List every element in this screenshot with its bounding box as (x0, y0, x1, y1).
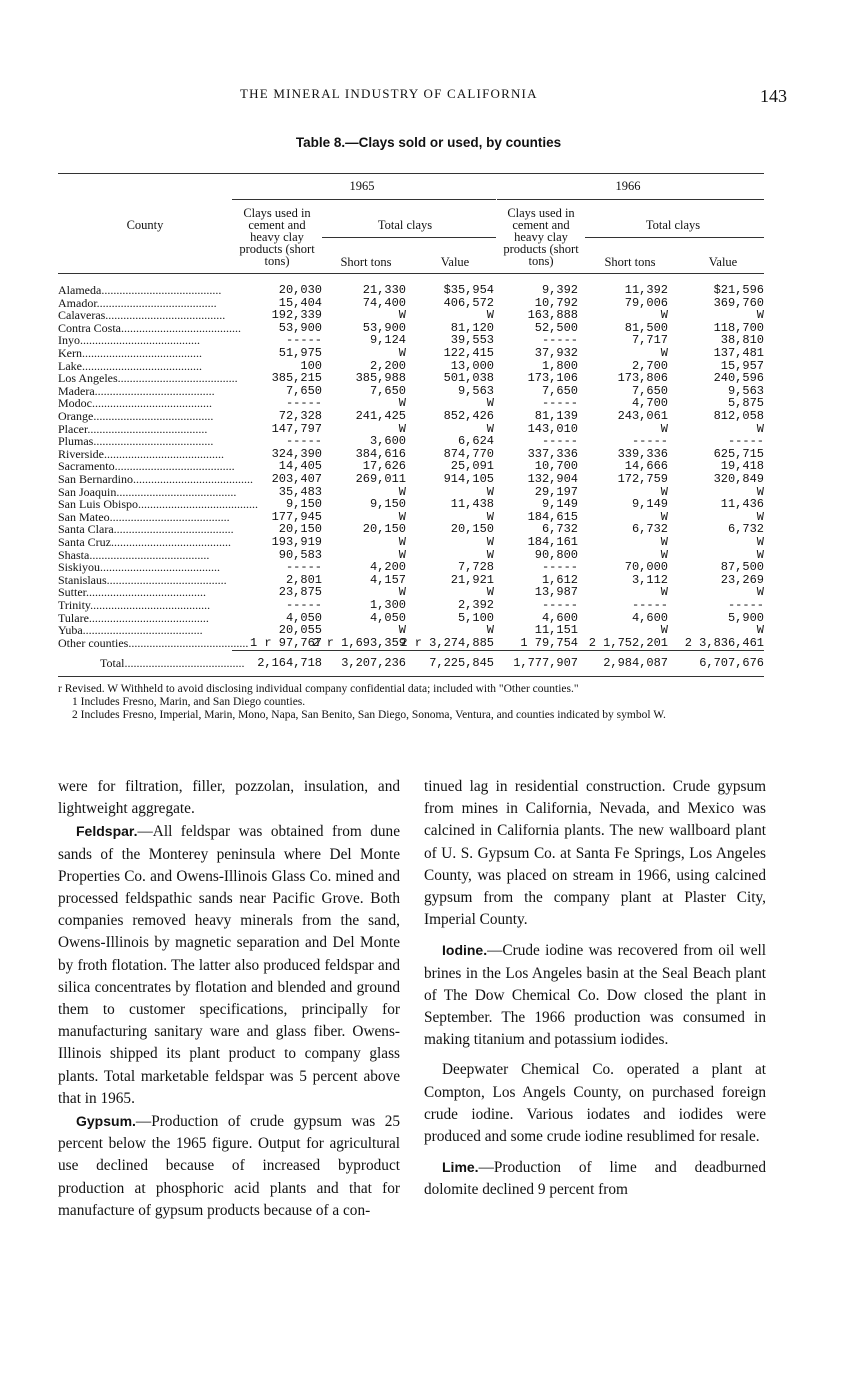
footnote: 2 Includes Fresno, Imperial, Marin, Mono, Napa, San Benito, San Diego, Sonoma, Ventura, and counties indicated by symbol W. (72, 709, 666, 721)
footnote: 1 Includes Fresno, Marin, and San Diego counties. (72, 696, 306, 708)
value-cell: W (660, 308, 668, 323)
header-value-1965: Value (440, 255, 470, 269)
value-cell: 87,500 (720, 560, 764, 575)
total-cell: 2,984,087 (603, 656, 668, 670)
county-cell: Riverside........................................ (58, 446, 224, 461)
value-cell: 19,418 (720, 459, 764, 474)
county-cell: Alameda........................................ (58, 283, 222, 297)
value-cell: 2 r 1,693,359 (312, 635, 406, 650)
paragraph-text: —Production of crude gypsum was 25 percent below the 1965 figure. Output for agricultural use declined because of increased byproduct production at phosphoric acid plants and that for manufacture of gypsum products because of a con- (58, 1113, 400, 1219)
value-cell: 37,932 (534, 346, 578, 360)
value-cell: 17,626 (362, 459, 406, 474)
value-cell: W (486, 396, 494, 411)
value-cell: 4,050 (285, 610, 322, 625)
value-cell: W (660, 484, 668, 499)
county-cell: Siskiyou........................................ (58, 560, 221, 575)
value-cell: 172,759 (617, 472, 668, 486)
value-cell: 173,806 (617, 371, 668, 386)
paragraph: tinued lag in residential construction. Crude gypsum from mines in California, Nevada, and Mexico was calcined in California plants. The new wallboard plant of U. S. Gypsum Co. at Santa Fe Springs, Los Angeles County, was placed on stream in 1966, using calcined gypsum from the company plant at Plaster City, Imperial County. (424, 778, 766, 929)
value-cell: W (398, 535, 406, 549)
value-cell: 369,760 (713, 295, 764, 310)
header-total-clays-1966: Total clays (645, 218, 701, 232)
value-cell: 13,987 (534, 585, 578, 600)
value-cell: 2 1,752,201 (588, 635, 668, 650)
value-cell: ----- (541, 598, 578, 612)
section-lead: Lime. (442, 1159, 479, 1176)
value-cell: 241,425 (355, 409, 406, 423)
value-cell: W (756, 484, 764, 499)
value-cell: 90,583 (278, 547, 322, 562)
county-cell: Plumas........................................ (58, 434, 214, 449)
table-top-rule (58, 173, 764, 174)
county-cell: San Joaquin........................................ (58, 484, 237, 499)
value-cell: 6,624 (457, 434, 494, 449)
value-cell: 2,700 (631, 358, 668, 373)
value-cell: 14,666 (624, 459, 668, 474)
value-cell: 914,105 (443, 472, 494, 486)
value-cell: 9,149 (541, 497, 578, 512)
value-cell: 269,011 (355, 472, 406, 486)
section-lead: Feldspar. (76, 823, 138, 840)
value-cell: 4,700 (631, 396, 668, 411)
header-short-tons-1966: Short tons (604, 255, 656, 269)
value-cell: 21,921 (450, 572, 494, 587)
value-cell: 23,269 (720, 572, 764, 587)
value-cell: W (756, 585, 764, 600)
value-cell: 20,150 (450, 522, 494, 537)
paragraph-text: —Production of lime and deadburned dolomite declined 9 percent from (424, 1159, 766, 1199)
value-cell: ----- (541, 560, 578, 575)
value-cell: W (398, 585, 406, 600)
value-cell: W (660, 421, 668, 436)
value-cell: 812,058 (713, 409, 764, 423)
value-cell: W (398, 346, 406, 360)
value-cell: 35,483 (278, 484, 322, 499)
value-cell: 14,405 (278, 459, 322, 474)
value-cell: W (660, 623, 668, 638)
value-cell: W (756, 623, 764, 638)
total-cell: 1,777,907 (513, 656, 578, 670)
value-cell: 20,150 (362, 522, 406, 537)
value-cell: 20,055 (278, 623, 322, 638)
value-cell: 192,339 (271, 308, 322, 323)
header-total-clays-1965: Total clays (377, 218, 433, 232)
value-cell: W (486, 585, 494, 600)
value-cell: 81,120 (450, 320, 494, 335)
header-county: County (126, 218, 164, 232)
value-cell: 100 (300, 358, 322, 373)
value-cell: W (398, 509, 406, 524)
section-lead: Iodine. (442, 942, 488, 959)
value-cell: 122,415 (443, 346, 494, 360)
value-cell: 70,000 (624, 560, 668, 575)
value-cell: 118,700 (713, 320, 764, 335)
value-cell: 852,426 (443, 409, 494, 423)
value-cell: 9,149 (631, 497, 668, 512)
value-cell: 132,904 (527, 472, 578, 486)
county-cell: San Luis Obispo........................................ (58, 497, 259, 512)
value-cell: 385,215 (271, 371, 322, 386)
value-cell: 13,000 (450, 358, 494, 373)
value-cell: 5,900 (727, 610, 764, 625)
total-cell: 6,707,676 (699, 656, 764, 670)
value-cell: 7,728 (457, 560, 494, 575)
value-cell: W (398, 547, 406, 562)
value-cell: 184,161 (527, 535, 578, 549)
value-cell: 339,336 (617, 446, 668, 461)
value-cell: 4,600 (541, 610, 578, 625)
value-cell: 4,600 (631, 610, 668, 625)
value-cell: ----- (631, 598, 668, 612)
value-cell: 29,197 (534, 484, 578, 499)
value-cell: 9,150 (285, 497, 322, 512)
value-cell: 1 r 97,767 (249, 635, 322, 650)
value-cell: 7,650 (285, 383, 322, 398)
header-clays-cement-1965: Clays used in cement and heavy clay products (short tons) (239, 206, 315, 268)
value-cell: ----- (285, 333, 322, 348)
value-cell: 2,200 (369, 358, 406, 373)
value-cell: 625,715 (713, 446, 764, 461)
value-cell: W (486, 535, 494, 549)
value-cell: 163,888 (527, 308, 578, 323)
value-cell: ----- (285, 598, 322, 612)
value-cell: 9,150 (369, 497, 406, 512)
value-cell: 20,030 (278, 283, 322, 297)
value-cell: 1,612 (541, 572, 578, 587)
value-cell: W (756, 547, 764, 562)
header-short-tons-1965: Short tons (340, 255, 392, 269)
value-cell: 39,553 (450, 333, 494, 348)
rule-1965 (232, 199, 496, 200)
county-cell: Orange........................................ (58, 409, 214, 423)
county-cell: Modoc........................................ (58, 396, 212, 411)
value-cell: 3,600 (369, 434, 406, 449)
value-cell: 137,481 (713, 346, 764, 360)
paragraph-iodine (424, 939, 766, 1051)
value-cell: ----- (541, 396, 578, 411)
header-value-1966: Value (708, 255, 738, 269)
value-cell: W (660, 509, 668, 524)
page-number: 143 (760, 86, 787, 106)
value-cell: 143,010 (527, 421, 578, 436)
value-cell: ----- (541, 333, 578, 348)
county-cell: Lake........................................ (58, 358, 202, 373)
value-cell: W (486, 623, 494, 638)
county-cell: Tulare........................................ (58, 610, 209, 625)
value-cell: 324,390 (271, 446, 322, 461)
running-head: THE MINERAL INDUSTRY OF CALIFORNIA (240, 86, 538, 101)
county-cell: San Bernardino........................................ (58, 472, 253, 486)
value-cell: 51,975 (278, 346, 322, 360)
value-cell: 243,061 (617, 409, 668, 423)
table-header-rule (58, 273, 764, 274)
value-cell: 10,700 (534, 459, 578, 474)
value-cell: 11,438 (450, 497, 494, 512)
value-cell: 23,875 (278, 585, 322, 600)
value-cell: 385,988 (355, 371, 406, 386)
value-cell: W (756, 535, 764, 549)
value-cell: ----- (285, 434, 322, 449)
total-cell: 3,207,236 (341, 656, 406, 670)
value-cell: 4,050 (369, 610, 406, 625)
value-cell: 337,336 (527, 446, 578, 461)
value-cell: ----- (285, 560, 322, 575)
county-cell: Stanislaus........................................ (58, 572, 227, 587)
value-cell: 1,800 (541, 358, 578, 373)
value-cell: W (398, 308, 406, 323)
value-cell: 9,124 (369, 333, 406, 348)
value-cell: 3,112 (631, 572, 668, 587)
value-cell: 2 3,836,461 (684, 635, 764, 650)
value-cell: 4,200 (369, 560, 406, 575)
footnotes (58, 683, 766, 722)
value-cell: 7,717 (631, 333, 668, 348)
value-cell: 52,500 (534, 320, 578, 335)
rule-total-clays-1966 (585, 237, 764, 238)
paragraph-gypsum (58, 1110, 400, 1222)
value-cell: $21,596 (713, 283, 764, 297)
county-cell: Santa Clara........................................ (58, 522, 234, 537)
section-lead: Gypsum. (76, 1113, 136, 1130)
county-cell: Other counties........................................ (58, 635, 249, 650)
value-cell: 874,770 (443, 446, 494, 461)
value-cell: 184,615 (527, 509, 578, 524)
header-1965: 1965 (349, 179, 375, 193)
value-cell: 501,038 (443, 371, 494, 386)
value-cell: 7,650 (541, 383, 578, 398)
county-cell: Sutter........................................ (58, 585, 207, 600)
value-cell: 384,616 (355, 446, 406, 461)
value-cell: 79,006 (624, 295, 668, 310)
value-cell: W (660, 346, 668, 360)
value-cell: 406,572 (443, 295, 494, 310)
paragraph-text: —Crude iodine was recovered from oil well brines in the Los Angeles basin at the Seal Beach plant of The Dow Chemical Co. Dow closed the plant in September. The 1966 production was consumed in making titanium and potassium iodides. (424, 942, 766, 1049)
total-rule (232, 650, 764, 651)
county-cell: Placer........................................ (58, 421, 208, 436)
value-cell: 25,091 (450, 459, 494, 474)
value-cell: 2,801 (285, 572, 322, 587)
value-cell: 10,792 (534, 295, 578, 310)
value-cell: W (398, 396, 406, 411)
value-cell: 15,957 (720, 358, 764, 373)
value-cell: 320,849 (713, 472, 764, 486)
value-cell: 5,100 (457, 610, 494, 625)
value-cell: 38,810 (720, 333, 764, 348)
value-cell: 11,392 (624, 283, 668, 297)
value-cell: W (398, 421, 406, 436)
value-cell: W (486, 484, 494, 499)
value-cell: 9,563 (727, 383, 764, 398)
county-cell: Calaveras........................................ (58, 308, 226, 323)
value-cell: 147,797 (271, 421, 322, 436)
value-cell: W (398, 623, 406, 638)
paragraph-deepwater: Deepwater Chemical Co. operated a plant at Compton, Los Angels County, on purchased foreign crude iodine. Various iodates and iodides were produced and some crude iodine resublimed for resale. (424, 1061, 766, 1146)
total-label: Total........................................ (100, 656, 245, 670)
right-column (424, 776, 766, 1202)
county-cell: Madera........................................ (58, 383, 215, 398)
value-cell: ----- (631, 434, 668, 449)
county-cell: Los Angeles........................................ (58, 371, 238, 386)
value-cell: 11,151 (534, 623, 578, 638)
value-cell: 53,900 (278, 320, 322, 335)
value-cell: 7,650 (631, 383, 668, 398)
value-cell: ----- (285, 396, 322, 411)
value-cell: 15,404 (278, 295, 322, 310)
county-cell: Yuba........................................ (58, 623, 203, 638)
header-clays-cement-1966: Clays used in cement and heavy clay products (short tons) (503, 206, 579, 268)
value-cell: 2,392 (457, 598, 494, 612)
value-cell: W (660, 585, 668, 600)
county-cell: San Mateo........................................ (58, 509, 230, 524)
value-cell: W (398, 484, 406, 499)
left-column (58, 776, 400, 1222)
value-cell: W (660, 547, 668, 562)
county-cell: Inyo........................................ (58, 333, 200, 348)
value-cell: W (756, 509, 764, 524)
value-cell: 6,732 (727, 522, 764, 537)
paragraph: were for filtration, filler, pozzolan, insulation, and lightweight aggregate. (58, 778, 400, 818)
county-cell: Contra Costa........................................ (58, 320, 241, 335)
value-cell: 7,650 (369, 383, 406, 398)
value-cell: 9,563 (457, 383, 494, 398)
value-cell: 11,436 (720, 497, 764, 512)
value-cell: 81,139 (534, 409, 578, 423)
value-cell: 1 79,754 (520, 635, 578, 650)
county-cell: Sacramento........................................ (58, 459, 235, 474)
footnote: r Revised. W Withheld to avoid disclosing individual company confidential data; included with "Other counties." (58, 683, 579, 695)
value-cell: 203,407 (271, 472, 322, 486)
value-cell: ----- (541, 434, 578, 449)
value-cell: 240,596 (713, 371, 764, 386)
total-cell: 2,164,718 (257, 656, 322, 670)
county-cell: Kern........................................ (58, 346, 202, 360)
county-cell: Amador........................................ (58, 295, 217, 310)
value-cell: 81,500 (624, 320, 668, 335)
value-cell: 2 r 3,274,885 (400, 635, 494, 650)
value-cell: 21,330 (362, 283, 406, 297)
value-cell: 53,900 (362, 320, 406, 335)
value-cell: ----- (727, 434, 764, 449)
table-bottom-rule (58, 676, 764, 677)
value-cell: 6,732 (541, 522, 578, 537)
value-cell: W (486, 308, 494, 323)
value-cell: W (756, 308, 764, 323)
value-cell: W (660, 535, 668, 549)
rule-1966 (497, 199, 764, 200)
rule-total-clays-1965 (322, 237, 496, 238)
county-cell: Trinity........................................ (58, 598, 211, 612)
value-cell: 1,300 (369, 598, 406, 612)
paragraph-feldspar (58, 820, 400, 1110)
total-cell: 7,225,845 (429, 656, 494, 670)
value-cell: 20,150 (278, 522, 322, 537)
value-cell: 6,732 (631, 522, 668, 537)
county-cell: Santa Cruz........................................ (58, 535, 231, 549)
value-cell: 72,328 (278, 409, 322, 423)
header-1966: 1966 (615, 179, 641, 193)
value-cell: ----- (727, 598, 764, 612)
value-cell: W (486, 509, 494, 524)
value-cell: W (756, 421, 764, 436)
value-cell: 4,157 (369, 572, 406, 587)
value-cell: 9,392 (541, 283, 578, 297)
value-cell: 74,400 (362, 295, 406, 310)
county-cell: Shasta........................................ (58, 547, 210, 562)
value-cell: $35,954 (443, 283, 494, 297)
value-cell: 5,875 (727, 396, 764, 411)
value-cell: 173,106 (527, 371, 578, 386)
value-cell: 177,945 (271, 509, 322, 524)
paragraph-text: —All feldspar was obtained from dune sands of the Monterey peninsula where Del Monte Properties Co. and Owens-Illinois Glass Co. mined and processed feldspathic sands near Pacific Grove. Both companies removed heavy minerals from the sand, Owens-Illinois by magnetic separation and Del Monte by froth flotation. The latter also produced feldspar and silica concentrates by flotation and blended and ground them to customer specifications, principally for manufacturing sanitary ware and glass fiber. Owens-Illinois shipped its plant product to company glass plants. Total marketable feldspar was 5 percent above that in 1965. (58, 823, 400, 1107)
value-cell: W (486, 421, 494, 436)
value-cell: 193,919 (271, 535, 322, 549)
value-cell: W (486, 547, 494, 562)
table-title: Table 8.—Clays sold or used, by counties (295, 135, 562, 150)
paragraph-lime (424, 1156, 766, 1201)
value-cell: 90,800 (534, 547, 578, 562)
